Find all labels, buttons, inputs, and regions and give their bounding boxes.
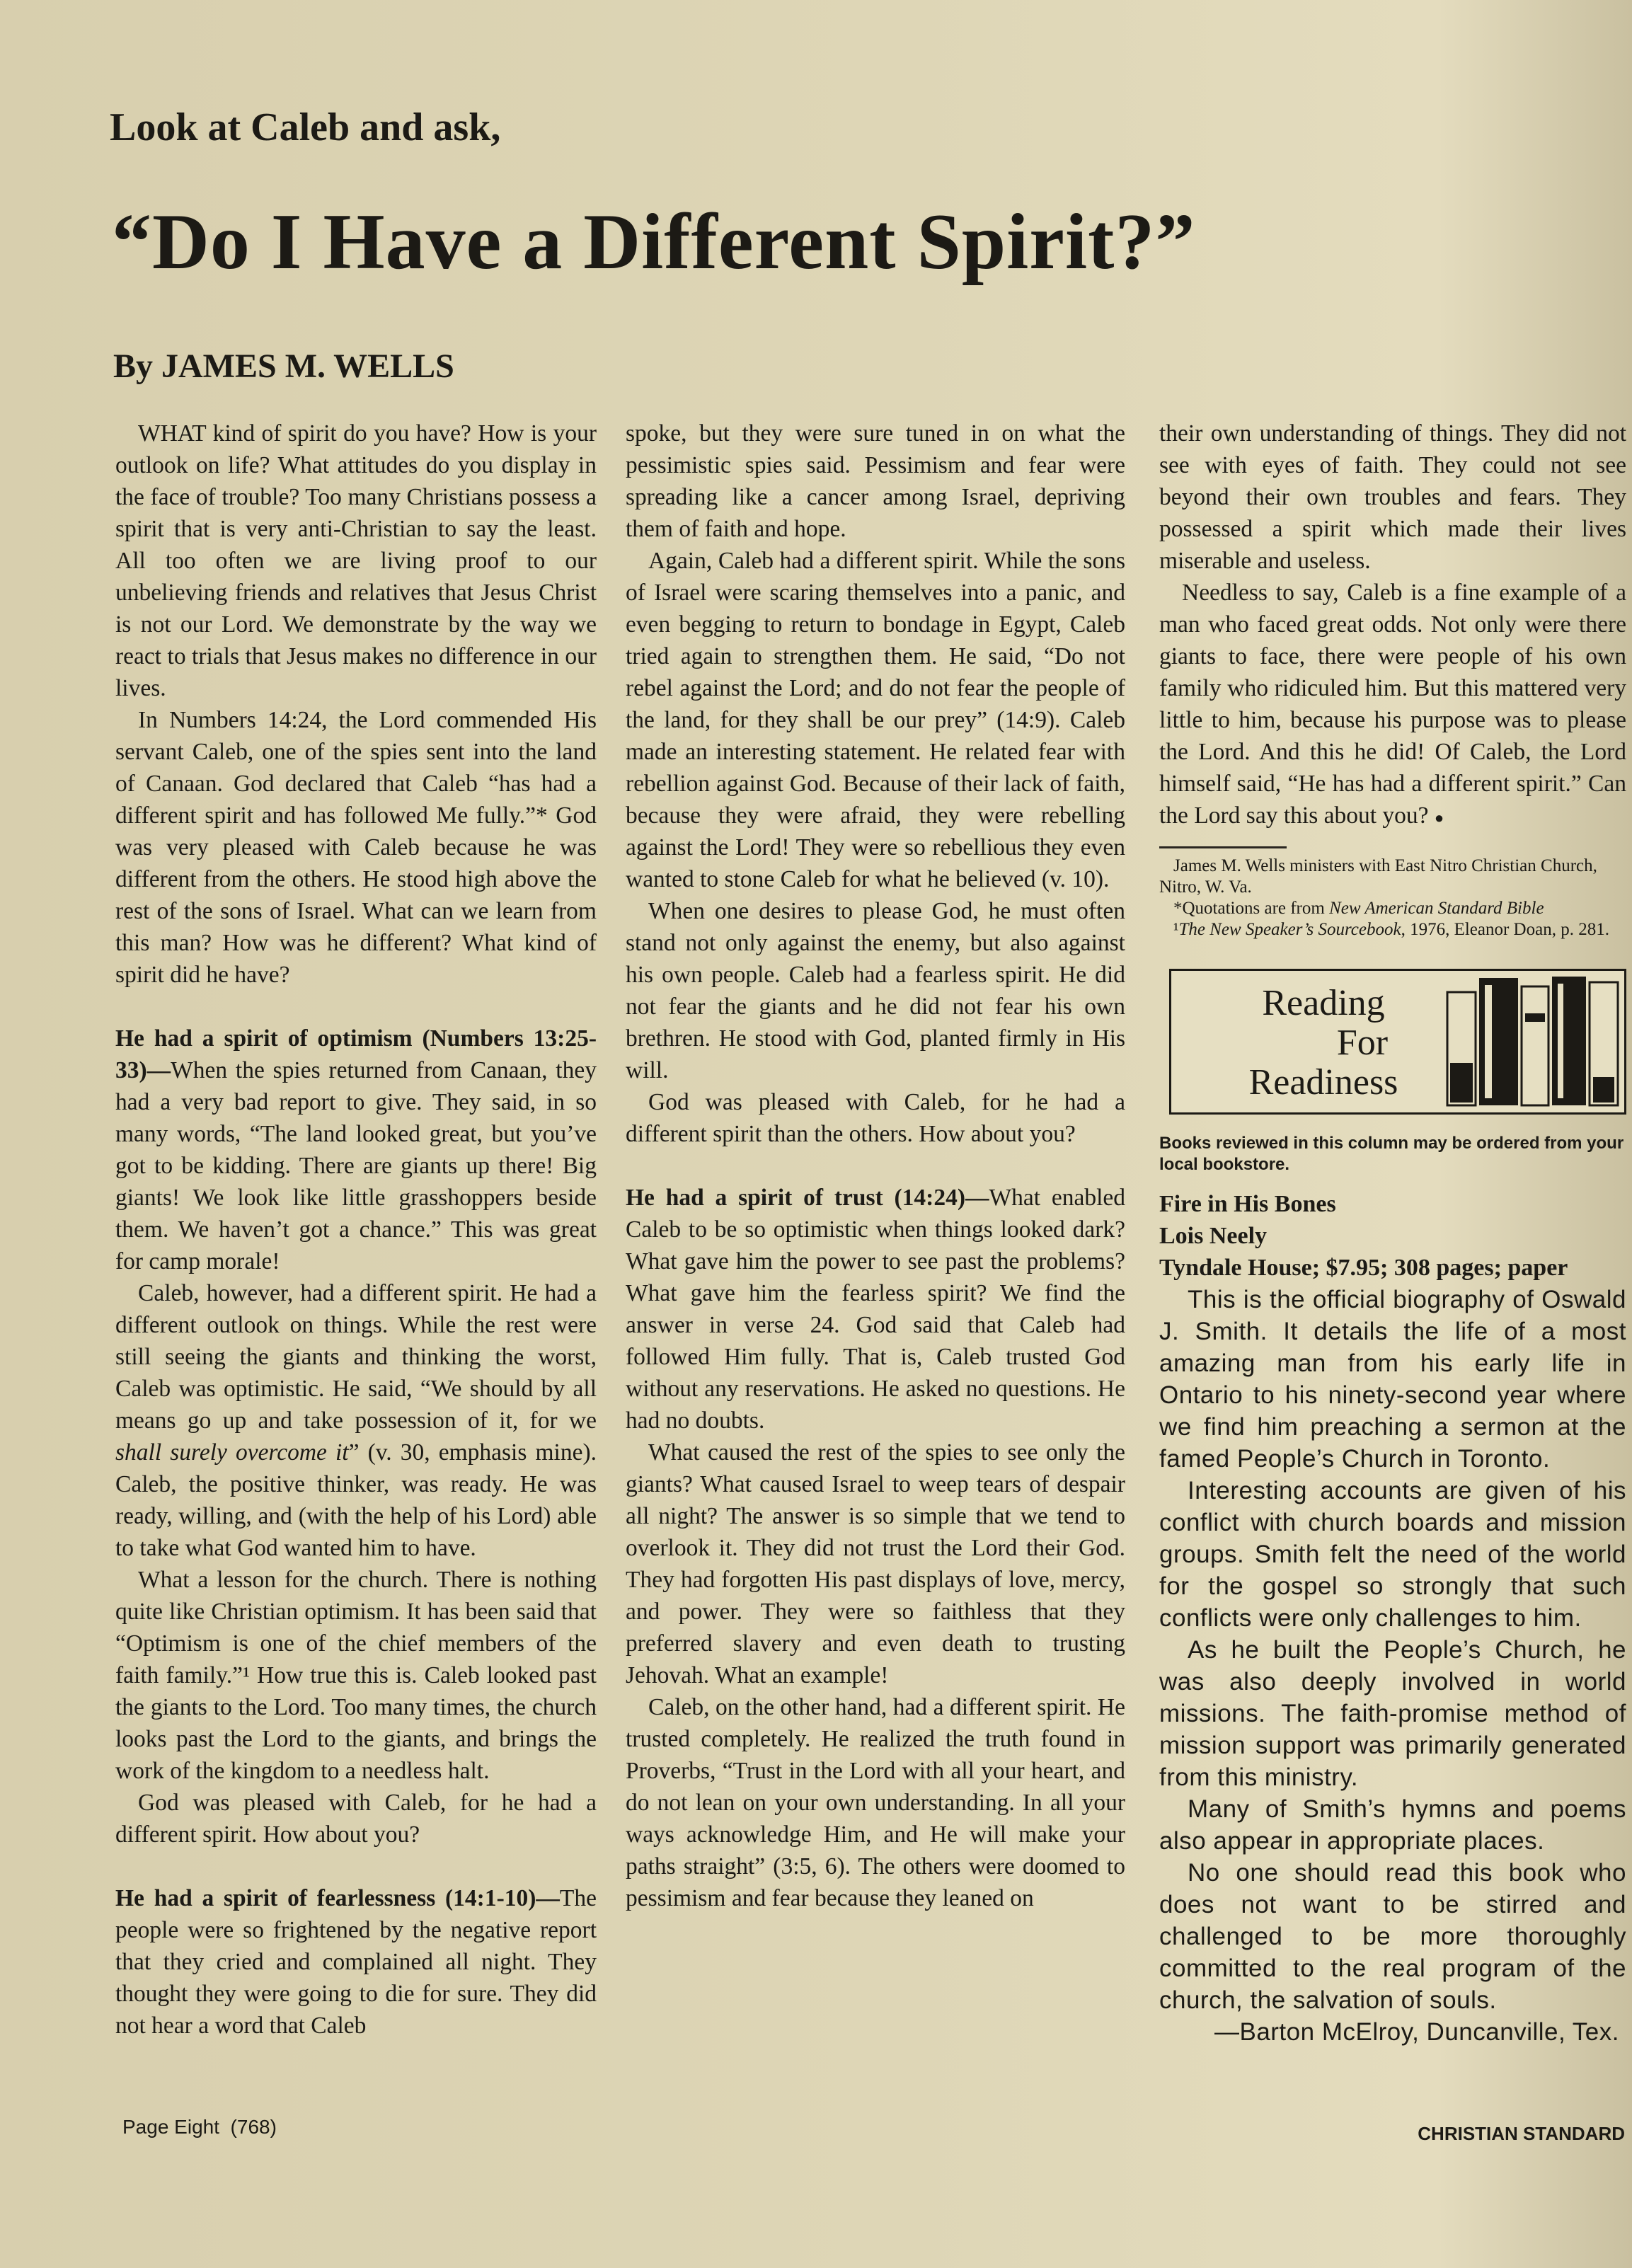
books-order-note: Books reviewed in this column may be ordered from your local bookstore. bbox=[1159, 1134, 1624, 1174]
paragraph: Caleb, on the other hand, had a different spirit. He trusted completely. He realized the truth found in Proverbs, “Trust in the Lord with all your heart, and do not lean on your own understanding. In all your ways acknowledge Him, and He will make your paths straight” (3:5, 6). The others were doomed to pessimism and fear because they leaned on bbox=[626, 1694, 1125, 1911]
footnote bbox=[1159, 898, 1626, 919]
page-number: Page Eight (768) bbox=[122, 2116, 277, 2138]
reviewer-signature: —Barton McElroy, Duncanville, Tex. bbox=[1214, 2018, 1619, 2046]
footnotes bbox=[1159, 856, 1626, 940]
banner-line: For bbox=[1336, 1023, 1389, 1063]
article-headline: “Do I Have a Different Spirit?” bbox=[112, 198, 1196, 286]
emphasis-text: shall surely overcome it bbox=[115, 1439, 349, 1466]
footnote-emphasis: The New Speaker’s Sourcebook bbox=[1178, 920, 1401, 939]
banner-line: Reading bbox=[1262, 983, 1385, 1023]
review-book-publisher: Tyndale House; $7.95; 308 pages; paper bbox=[1159, 1255, 1568, 1281]
paragraph-text: ” (v. 30, emphasis mine). Caleb, the positive thinker, was ready. He was ready, willing, and (with the help of his Lord) able to take what God wanted him to have. bbox=[115, 1439, 597, 1561]
article-column-2 bbox=[626, 418, 1125, 1914]
section-paragraph bbox=[115, 1882, 597, 2042]
paragraph: What caused the rest of the spies to see only the giants? What caused Israel to weep tears of despair all night? The answer is so simple that we tend to overlook it. They did not trust the Lord their God. They had forgotten His past displays of love, mercy, and power. They were so faithless that they preferred slavery and even death to trusting Jehovah. What an example! bbox=[626, 1439, 1125, 1688]
paragraph: their own understanding of things. They did not see with eyes of faith. They could not see beyond their own troubles and fears. They possessed a spirit which made their lives miserable and useless. bbox=[1159, 420, 1626, 574]
review-book-author: Lois Neely bbox=[1159, 1223, 1268, 1249]
paragraph: God was pleased with Caleb, for he had a different spirit than the others. How about you? bbox=[626, 1089, 1125, 1147]
article-byline: By JAMES M. WELLS bbox=[113, 347, 454, 385]
section-heading-trust: He had a spirit of trust (14:24)— bbox=[626, 1185, 989, 1211]
review-book-title: Fire in His Bones bbox=[1159, 1191, 1336, 1217]
author-note: James M. Wells ministers with East Nitro Christian Church, Nitro, W. Va. bbox=[1159, 856, 1597, 897]
paragraph-text: The people were so frightened by the negative report that they cried and complained all night. They thought they were going to die for sure. They did not hear a word that Caleb bbox=[115, 1885, 597, 2039]
paragraph: Again, Caleb had a different spirit. While the sons of Israel were scaring themselves into a panic, and even begging to return to bondage in Egypt, Caleb tried again to strengthen them. He said, “Do not rebel against the Lord; and do not fear the people of the land, for they shall be our prey” (14:9). Caleb made an interesting statement. He related fear with rebellion against God. Because of their lack of faith, because they were afraid, they were rebelling against the Lord! They were so rebellious they even wanted to stone Caleb for what he believed (v. 10). bbox=[626, 548, 1125, 892]
footnote-emphasis: New American Standard Bible bbox=[1329, 899, 1544, 918]
paragraph: What a lesson for the church. There is nothing quite like Christian optimism. It has been said that “Optimism is one of the chief members of the faith family.”¹ How true this is. Caleb looked past the giants to the Lord. Too many times, the church looks past the Lord to the giants, and brings the work of the kingdom to a needless halt. bbox=[115, 1567, 597, 1784]
paragraph: In Numbers 14:24, the Lord commended His servant Caleb, one of the spies sent into the land of Canaan. God declared that Caleb “has had a different spirit and has followed Me fully.”* God was very pleased with Caleb because he was different from the others. He stood high above the rest of the sons of Israel. What can we learn from this man? How was he different? What kind of spirit did he have? bbox=[115, 707, 597, 988]
paragraph bbox=[115, 1277, 597, 1564]
books-icon bbox=[1440, 971, 1624, 1112]
section-heading-fearlessness: He had a spirit of fearlessness (14:1-10)— bbox=[115, 1885, 560, 1911]
review-paragraph: Many of Smith’s hymns and poems also appear in appropriate places. bbox=[1159, 1795, 1626, 1855]
article-column-1 bbox=[115, 418, 597, 2042]
review-paragraph: As he built the People’s Church, he was also deeply involved in world missions. The faith-promise method of mission support was primarily generated from this ministry. bbox=[1159, 1636, 1626, 1791]
footnote-rule bbox=[1159, 846, 1287, 848]
paragraph-text: Needless to say, Caleb is a fine example of a man who faced great odds. Not only were there giants to face, there were people of his own family who ridiculed him. But this mattered very little to him, because his purpose was to please the Lord. And this he did! Of Caleb, the Lord himself said, “He has had a different spirit.” Can the Lord say this about you? bbox=[1159, 580, 1626, 829]
paragraph bbox=[1159, 577, 1626, 834]
end-mark: ● bbox=[1434, 809, 1444, 827]
footnote-text: *Quotations are from bbox=[1173, 899, 1330, 918]
publication-name: CHRISTIAN STANDARD bbox=[1418, 2123, 1625, 2144]
footnote-text: ¹ bbox=[1173, 920, 1179, 939]
footnote bbox=[1159, 919, 1626, 940]
paragraph-text: Caleb, however, had a different spirit. He had a different outlook on things. While the rest were still seeing the giants and thinking the worst, Caleb was optimistic. He said, “We should by all means go up and take possession of it, for we bbox=[115, 1280, 597, 1434]
banner-title bbox=[1193, 984, 1454, 1103]
reading-for-readiness-banner bbox=[1169, 969, 1626, 1115]
book-review bbox=[1159, 1284, 1626, 2048]
paragraph: WHAT kind of spirit do you have? How is your outlook on life? What attitudes do you display in the face of trouble? Too many Christians possess a spirit that is very anti-Christian to say the least. All too often we are living proof to our unbelieving friends and relatives that Jesus Christ is not our Lord. We demonstrate by the way we react to trials that Jesus makes no difference in our lives. bbox=[115, 420, 597, 701]
paragraph: spoke, but they were sure tuned in on what the pessimistic spies said. Pessimism and fear were spreading like a cancer among Israel, depriving them of faith and hope. bbox=[626, 420, 1125, 542]
paragraph-text: When the spies returned from Canaan, they had a very bad report to give. They said, in so many words, “The land looked great, but you’ve got to be kidding. There are giants up there! Big giants! We look like little grasshoppers beside them. We haven’t got a chance.” This was great for camp morale! bbox=[115, 1057, 597, 1274]
paragraph-text: What enabled Caleb to be so optimistic when things looked dark? What gave him the power to see past the problems? What gave him the fearless spirit? We find the answer in verse 24. God said that Caleb had followed Him fully. That is, Caleb trusted God without any reservations. He asked no questions. He had no doubts. bbox=[626, 1185, 1126, 1434]
article-column-3 bbox=[1159, 418, 1626, 2048]
article-kicker: Look at Caleb and ask, bbox=[110, 105, 501, 149]
footnote-text: , 1976, Eleanor Doan, p. 281. bbox=[1401, 920, 1609, 939]
paragraph: When one desires to please God, he must often stand not only against the enemy, but also against his own people. Caleb had a fearless spirit. He did not fear the giants and he did not fear his own brethren. He stood with God, planted firmly in His will. bbox=[626, 898, 1125, 1083]
section-paragraph bbox=[626, 1182, 1125, 1437]
section-heading-optimism: He had a spirit of optimism (Numbers 13:25-33)— bbox=[115, 1025, 597, 1083]
review-paragraph: This is the official biography of Oswald J. Smith. It details the life of a most amazing man from his early life in Ontario to his ninety-second year where we find him preaching a sermon at the famed People’s Church in Toronto. bbox=[1159, 1286, 1626, 1473]
review-header bbox=[1159, 1188, 1626, 1284]
banner-line: Readiness bbox=[1248, 1062, 1398, 1103]
review-paragraph: No one should read this book who does not want to be stirred and challenged to be more thoroughly committed to the real program of the church, the salvation of souls. bbox=[1159, 1859, 1626, 2014]
section-paragraph bbox=[115, 1023, 597, 1277]
paragraph: God was pleased with Caleb, for he had a different spirit. How about you? bbox=[115, 1790, 597, 1848]
review-paragraph: Interesting accounts are given of his conflict with church boards and mission groups. Smith felt the need of the world for the gospel so strongly that such conflicts were only challenges to him. bbox=[1159, 1477, 1626, 1632]
